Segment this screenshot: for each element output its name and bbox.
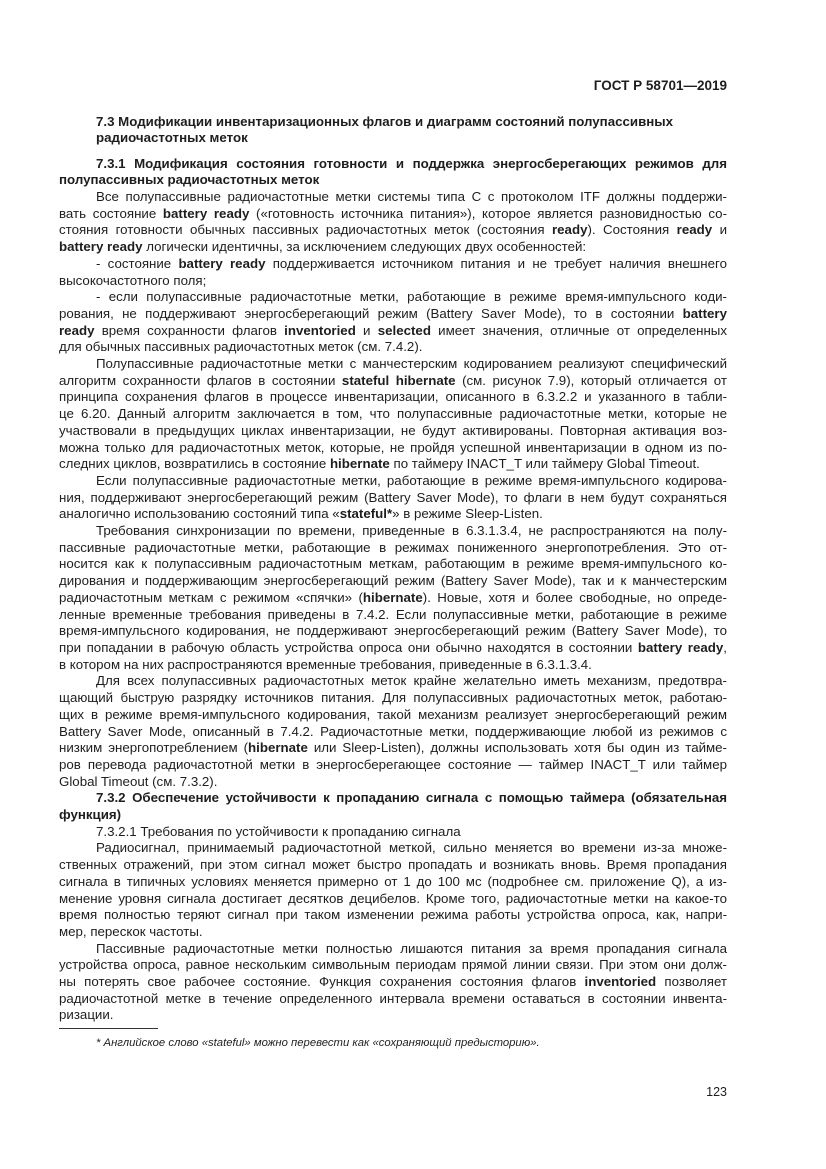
line-text <box>96 473 727 488</box>
line-text <box>59 239 586 254</box>
text-run: , <box>723 639 727 655</box>
line-text <box>59 957 727 972</box>
footnote-text: * Английское слово «stateful» можно перевести как «сохраняющий предысторию». <box>96 1037 540 1049</box>
text-run: Требования синхронизации по времени, приведенные в 6.3.1.3.4, не распространяются на полу- <box>96 523 727 539</box>
line-text <box>96 114 673 129</box>
text-run: при попадании в рабочую область устройства опроса они обычно находятся в состоянии <box>59 639 638 655</box>
bold-term: ready <box>59 322 95 338</box>
text-run: 7.3.1 Модификация состояния готовности и поддержка энергосберегающих режимов для <box>96 155 727 171</box>
line-text <box>59 389 727 404</box>
line-text <box>59 323 727 338</box>
text-run: радиочастотных меток <box>96 130 248 146</box>
document-code: ГОСТ Р 58701—2019 <box>593 78 727 93</box>
text-line <box>59 356 727 373</box>
line-text <box>59 774 217 789</box>
line-text <box>59 907 727 922</box>
text-line <box>59 657 727 674</box>
line-text <box>96 941 727 956</box>
page-number: 123 <box>706 1085 727 1099</box>
text-run: Если полупассивные радиочастотные метки, работающие в режиме время-импульсного кодирова- <box>96 472 727 488</box>
line-text <box>96 189 727 204</box>
line-text <box>59 490 727 505</box>
text-run: логически идентичны, за исключением следующих двух особенностей: <box>142 239 587 255</box>
text-line <box>59 222 727 239</box>
text-line <box>59 757 727 774</box>
paragraph <box>59 189 727 256</box>
bold-term: selected <box>377 322 431 338</box>
line-text <box>59 339 422 354</box>
text-line <box>59 740 727 757</box>
line-text <box>59 423 727 438</box>
text-run: вать состояние <box>59 205 163 221</box>
line-text <box>59 891 727 906</box>
text-run: поддерживается источником питания и не требует наличия внешнего <box>265 255 727 271</box>
text-line <box>59 490 727 507</box>
document-body <box>59 114 727 1025</box>
bold-term: hibernate <box>329 456 390 472</box>
text-run: носится как к полупассивным радиочастотным меткам, работающим в режиме время-импульсного ко- <box>59 556 727 572</box>
text-run: позволяет <box>656 974 727 990</box>
text-line <box>59 172 727 189</box>
bold-term: ready <box>551 222 588 238</box>
text-run: время полностью теряют сигнал при таком изменении режима работы устройства опроса, как, напри- <box>59 907 727 923</box>
line-text <box>59 206 727 221</box>
text-line <box>59 790 727 807</box>
bold-term: inventoried <box>284 322 356 338</box>
text-run: и <box>355 322 378 338</box>
text-run: для обычных пассивных радиочастотных меток (см. 7.4.2). <box>59 339 423 355</box>
text-run: щающий быструю разрядку источников питания. Для полупассивных радиочастотных меток, работаю- <box>59 690 727 706</box>
text-line <box>59 373 727 390</box>
text-run: - если полупассивные радиочастотные метки, работающие в режиме время-импульсного коди- <box>96 289 727 305</box>
line-text <box>96 790 727 805</box>
line-text <box>59 456 700 471</box>
text-run: стояния готовности обычных пассивных радиочастотных меток (состояния <box>59 222 552 238</box>
line-text <box>59 857 727 872</box>
text-run: участвовали в предыдущих циклах инвентаризации, не будут активированы. Повторная активация воз- <box>59 422 727 438</box>
line-text <box>59 657 592 672</box>
text-run: Battery Saver Mode, описанный в 7.4.2. Радиочастотные метки, поддерживающие любой из режимов с <box>59 723 727 739</box>
bold-term: stateful* <box>339 506 393 522</box>
text-line <box>59 724 727 741</box>
text-line <box>59 974 727 991</box>
text-run: ственных отражений, при этом сигнал может быстро пропадать и возникать вновь. Время пропадания <box>59 857 727 873</box>
text-line <box>59 440 727 457</box>
text-line <box>59 456 727 473</box>
text-run: устройства опроса, равное нескольким символьным периодам прямой линии связи. При этом они долж- <box>59 957 727 973</box>
line-text <box>59 640 727 655</box>
text-line <box>59 907 727 924</box>
paragraph <box>59 840 727 940</box>
text-line <box>59 556 727 573</box>
subsection-heading <box>59 790 727 823</box>
text-run: пассивные радиочастотные метки, работающие в режимах пониженного энергопотребления. Это от- <box>59 539 727 555</box>
text-line <box>59 1007 727 1024</box>
list-item <box>59 289 727 356</box>
line-text <box>59 573 727 588</box>
text-run: 7.3.2.1 Требования по устойчивости к пропаданию сигнала <box>96 823 461 839</box>
text-line <box>59 540 727 557</box>
line-text <box>96 523 727 538</box>
text-run: рования, не поддерживают энергосберегающий режим (Battery Saver Mode), то в состоянии <box>59 305 683 321</box>
text-run: радиочастотным меткам с режимом «спячки» ( <box>59 589 363 605</box>
text-run: в котором на них распространяются временные требования, приведенные в 6.3.1.3.4. <box>59 656 592 672</box>
text-line <box>59 273 727 290</box>
text-run: Полупассивные радиочастотные метки с манчестерским кодированием реализуют специфический <box>96 356 727 372</box>
text-line <box>59 573 727 590</box>
text-run: » в режиме Sleep-Listen. <box>392 506 543 522</box>
line-text <box>59 974 727 989</box>
text-line <box>59 339 727 356</box>
line-text <box>59 540 727 555</box>
text-line <box>59 506 727 523</box>
text-line <box>59 607 727 624</box>
line-text <box>59 757 727 772</box>
bold-term: battery ready <box>59 239 143 255</box>
text-run: принципа сохранения флагов в процессе инвентаризации, описанного в 6.3.2.2 и указанного в табли- <box>59 389 727 405</box>
text-line <box>59 473 727 490</box>
paragraph <box>59 473 727 523</box>
text-line <box>59 640 727 657</box>
text-run: (см. рисунок 7.9), который отличается от <box>455 372 727 388</box>
line-text <box>59 222 727 237</box>
text-line <box>59 323 727 340</box>
text-run: следних циклов, возвратились в состояние <box>59 456 330 472</box>
line-text <box>59 306 727 321</box>
bold-term: stateful hibernate <box>341 372 456 388</box>
text-run: радиочастотной метке в течение определенного интервала времени оставаться в состоянии инвента- <box>59 990 727 1006</box>
text-run: щих в режиме время-импульсного кодирования, такой механизм реализует энергосберегающий режим <box>59 706 727 722</box>
line-text <box>59 1007 113 1022</box>
bold-term: battery ready <box>162 205 250 221</box>
section-heading <box>59 114 727 147</box>
text-line <box>59 774 727 791</box>
line-text <box>59 590 727 605</box>
text-line <box>59 256 727 273</box>
bold-term: hibernate <box>248 740 308 756</box>
line-text <box>59 807 121 822</box>
text-run: или Sleep-Listen), должны использовать хотя бы один из тайме- <box>307 740 727 756</box>
text-line <box>59 623 727 640</box>
list-item <box>59 256 727 289</box>
text-line <box>59 924 727 941</box>
text-run: по таймеру INACT_T или таймеру Global Timeout. <box>389 456 700 472</box>
text-run: («готовность источника питания»), которое является разновидностью со- <box>249 205 728 221</box>
line-text <box>59 991 727 1006</box>
text-line <box>59 690 727 707</box>
text-run: ризации. <box>59 1007 114 1023</box>
line-text <box>96 824 461 839</box>
text-run: время сохранности флагов <box>94 322 285 338</box>
text-line <box>59 306 727 323</box>
text-run: - состояние <box>96 255 179 271</box>
text-run: низким энергопотреблением ( <box>59 740 248 756</box>
text-line <box>59 824 727 841</box>
text-run: время-импульсного кодирования, не поддерживают энергосберегающий режим (Battery Saver Mode), то <box>59 623 727 639</box>
footnote <box>96 1036 540 1050</box>
line-text <box>96 840 727 855</box>
line-text <box>59 440 727 455</box>
text-line <box>59 130 727 147</box>
text-line <box>59 189 727 206</box>
bold-term: inventoried <box>584 974 657 990</box>
text-line <box>59 206 727 223</box>
text-run: дирования и поддерживающим энергосберегающий режим (Battery Saver Mode), так и к манчестерским <box>59 573 727 589</box>
paragraph <box>59 356 727 473</box>
line-text <box>96 356 727 371</box>
line-text <box>59 707 727 722</box>
line-text <box>96 256 727 271</box>
bold-term: hibernate <box>362 589 423 605</box>
text-run: Для всех полупассивных радиочастотных меток крайне желательно иметь механизм, предотвра- <box>96 673 727 689</box>
text-run: ). Состояния <box>587 222 677 238</box>
paragraph <box>59 941 727 1025</box>
text-run: 7.3.2 Обеспечение устойчивости к пропаданию сигнала с помощью таймера (обязательная <box>96 790 727 806</box>
text-run: полупассивных радиочастотных меток <box>59 172 320 188</box>
line-text <box>59 373 727 388</box>
line-text <box>59 506 543 521</box>
text-run: Все полупассивные радиочастотные метки системы типа С с протоколом ITF должны поддержи- <box>96 189 727 204</box>
text-line <box>59 957 727 974</box>
line-text <box>59 406 727 421</box>
bold-term: battery ready <box>178 255 266 271</box>
paragraph <box>59 673 727 790</box>
text-run: ния, поддерживают энергосберегающий режим (Battery Saver Mode), то флаги в нем будут сохраняться <box>59 489 727 505</box>
line-text <box>59 924 203 939</box>
text-run: Global Timeout (см. 7.3.2). <box>59 773 218 789</box>
line-text <box>96 156 727 171</box>
line-text <box>59 607 727 622</box>
text-run: менение уровня сигнала достигает десятков децибелов. Кроме того, радиочастотные метки на какое-то <box>59 890 727 906</box>
clause-heading <box>59 824 727 841</box>
line-text <box>59 740 727 755</box>
text-line <box>59 874 727 891</box>
text-run: алгоритм сохранности флагов в состоянии <box>59 372 342 388</box>
text-run: Радиосигнал, принимаемый радиочастотной меткой, сильно меняется во времени из-за множе- <box>96 840 728 856</box>
footnote-separator <box>59 1028 158 1029</box>
text-run: аналогично использованию состояний типа « <box>59 506 340 522</box>
text-line <box>59 941 727 958</box>
text-line <box>59 114 727 131</box>
text-run: мер, перескок частоты. <box>59 923 203 939</box>
text-line <box>59 991 727 1008</box>
text-line <box>59 523 727 540</box>
text-line <box>59 590 727 607</box>
text-run: це 6.20. Данный алгоритм заключается в том, что полупассивные радиочастотные метки, которые не <box>59 406 727 422</box>
text-line <box>59 289 727 306</box>
text-run: ны потерять свое рабочее состояние. Функция сохранения состояния флагов <box>59 974 585 990</box>
text-line <box>59 406 727 423</box>
text-line <box>59 807 727 824</box>
text-line <box>59 673 727 690</box>
text-run: 7.3 Модификации инвентаризационных флагов и диаграмм состояний полупассивных <box>96 113 674 129</box>
line-text <box>96 673 727 688</box>
text-line <box>59 156 727 173</box>
line-text <box>59 874 727 889</box>
text-line <box>59 239 727 256</box>
paragraph <box>59 523 727 673</box>
bold-term: battery <box>682 305 727 321</box>
line-text <box>96 289 727 304</box>
text-run: высокочастотного поля; <box>59 272 207 288</box>
line-text <box>59 556 727 571</box>
text-line <box>59 891 727 908</box>
line-text <box>59 273 206 288</box>
text-run: имеет значения, отличные от определенных <box>430 322 727 338</box>
bold-term: ready <box>676 222 713 238</box>
text-run: можна только для радиочастотных меток, которые, не пройдя успешной инвентаризации в одном из по- <box>59 439 727 455</box>
text-line <box>59 707 727 724</box>
text-line <box>59 857 727 874</box>
line-text <box>59 172 319 187</box>
line-text <box>59 623 727 638</box>
line-text <box>59 690 727 705</box>
text-run: ров перевода радиочастотной метки в энергосберегающее состояние — таймер INACT_T или таймер <box>59 756 727 772</box>
text-line <box>59 840 727 857</box>
bold-term: battery ready <box>637 639 724 655</box>
line-text <box>59 724 727 739</box>
text-line <box>59 389 727 406</box>
text-line <box>59 423 727 440</box>
text-run: функция) <box>59 807 122 823</box>
line-text <box>96 130 248 145</box>
text-run: ). Новые, хотя и более свободные, но опреде- <box>422 589 727 605</box>
text-run: и <box>712 222 727 238</box>
text-run: Пассивные радиочастотные метки полностью лишаются питания за время пропадания сигнала <box>96 940 727 956</box>
text-run: сигнала в типичных условиях меняется примерно от 1 до 100 мс (подробнее см. приложение Q), а из- <box>59 873 727 889</box>
subsection-heading <box>59 156 727 189</box>
text-run: ленные временные требования приведены в 7.4.2. Если полупассивные метки, работающие в режиме <box>59 606 727 622</box>
